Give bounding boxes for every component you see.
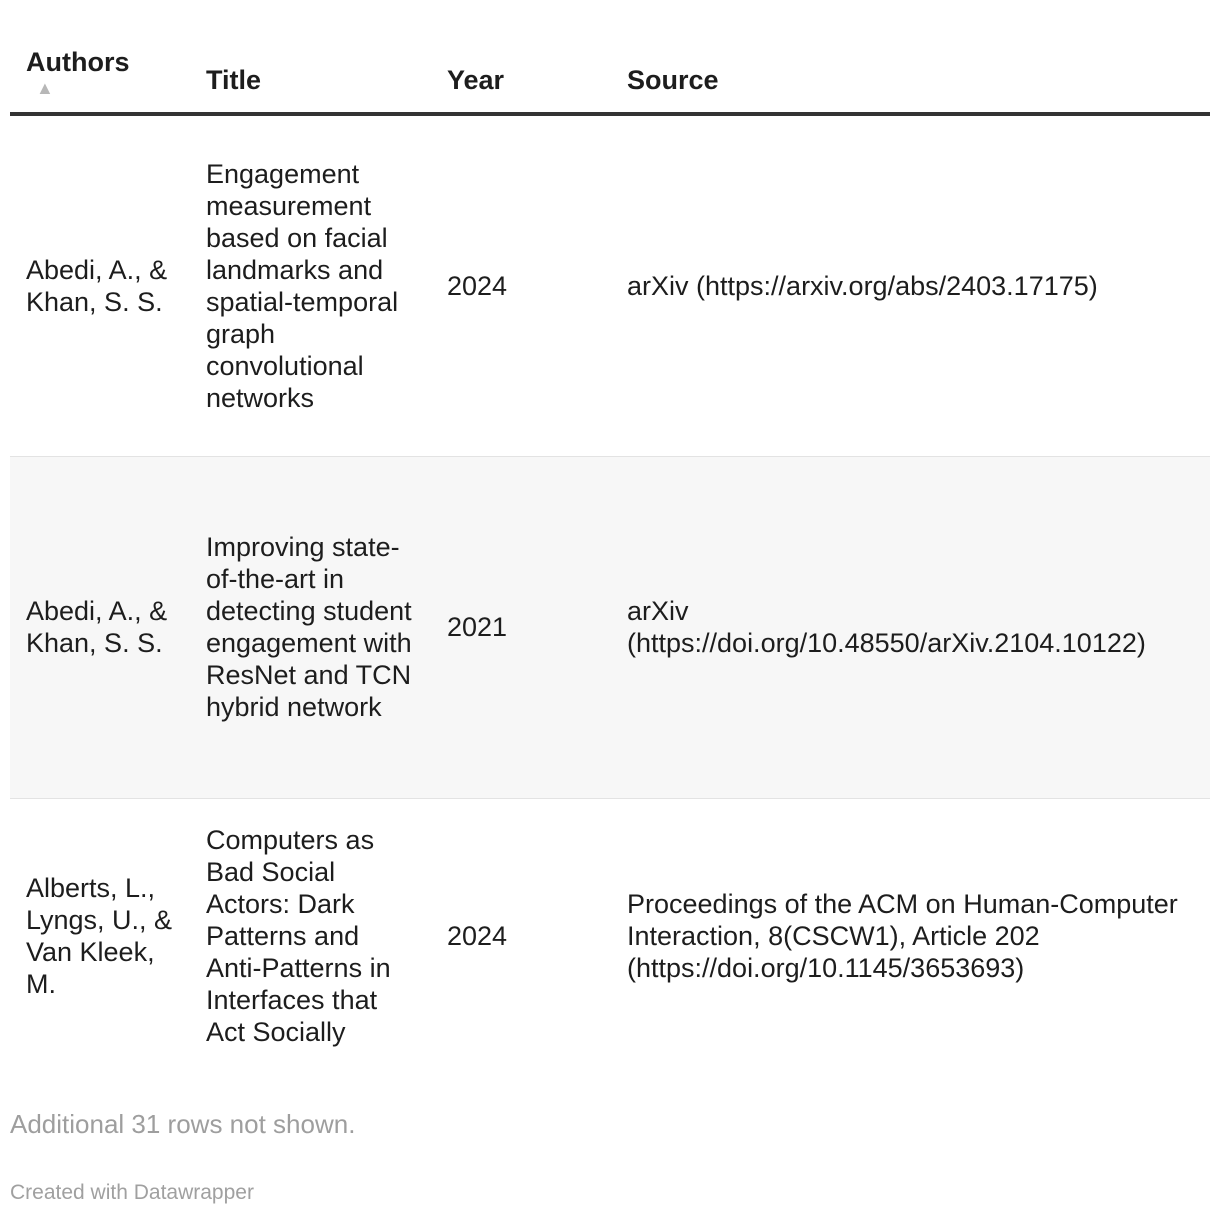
rows-not-shown-note: Additional 31 rows not shown. [10, 1109, 356, 1139]
datawrapper-credit[interactable]: Created with Datawrapper [10, 1181, 254, 1204]
table-row [10, 456, 1210, 798]
cell-year: 2024 [447, 270, 508, 301]
cell-authors: Alberts, L., Lyngs, U., & Van Kleek, M. [26, 873, 173, 1000]
cell-year: 2024 [447, 921, 508, 952]
table-container [10, 0, 1210, 1074]
cell-source: arXiv (https://doi.org/10.48550/arXiv.2104.10122) [627, 596, 1146, 658]
cell-title: Computers as Bad Social Actors: Dark Patterns and Anti-Patterns in Interfaces that Act Socially [206, 825, 391, 1048]
cell-title: Improving state-of-the-art in detecting student engagement with ResNet and TCN hybrid network [206, 532, 412, 722]
cell-source: Proceedings of the ACM on Human-Computer Interaction, 8(CSCW1), Article 202 (https://doi.org/10.1145/3653693) [627, 889, 1178, 984]
cell-year: 2021 [447, 612, 508, 642]
table-header-row [10, 0, 1210, 114]
table-row [10, 114, 1210, 456]
cell-title: Engagement measurement based on facial landmarks and spatial-temporal graph convolutional networks [206, 158, 399, 413]
column-header-authors-label: Authors [26, 47, 130, 77]
references-table [10, 0, 1210, 1074]
column-header-authors[interactable] [10, 0, 190, 114]
table-row [10, 798, 1210, 1074]
sort-ascending-icon[interactable]: ▲ [36, 78, 54, 98]
column-header-source[interactable]: Source [627, 65, 719, 95]
cell-source: arXiv (https://arxiv.org/abs/2403.17175) [627, 270, 1098, 301]
cell-authors: Abedi, A., & Khan, S. S. [26, 254, 168, 317]
column-header-title[interactable]: Title [206, 65, 262, 95]
column-header-year[interactable]: Year [447, 65, 505, 95]
cell-authors: Abedi, A., & Khan, S. S. [26, 596, 168, 658]
